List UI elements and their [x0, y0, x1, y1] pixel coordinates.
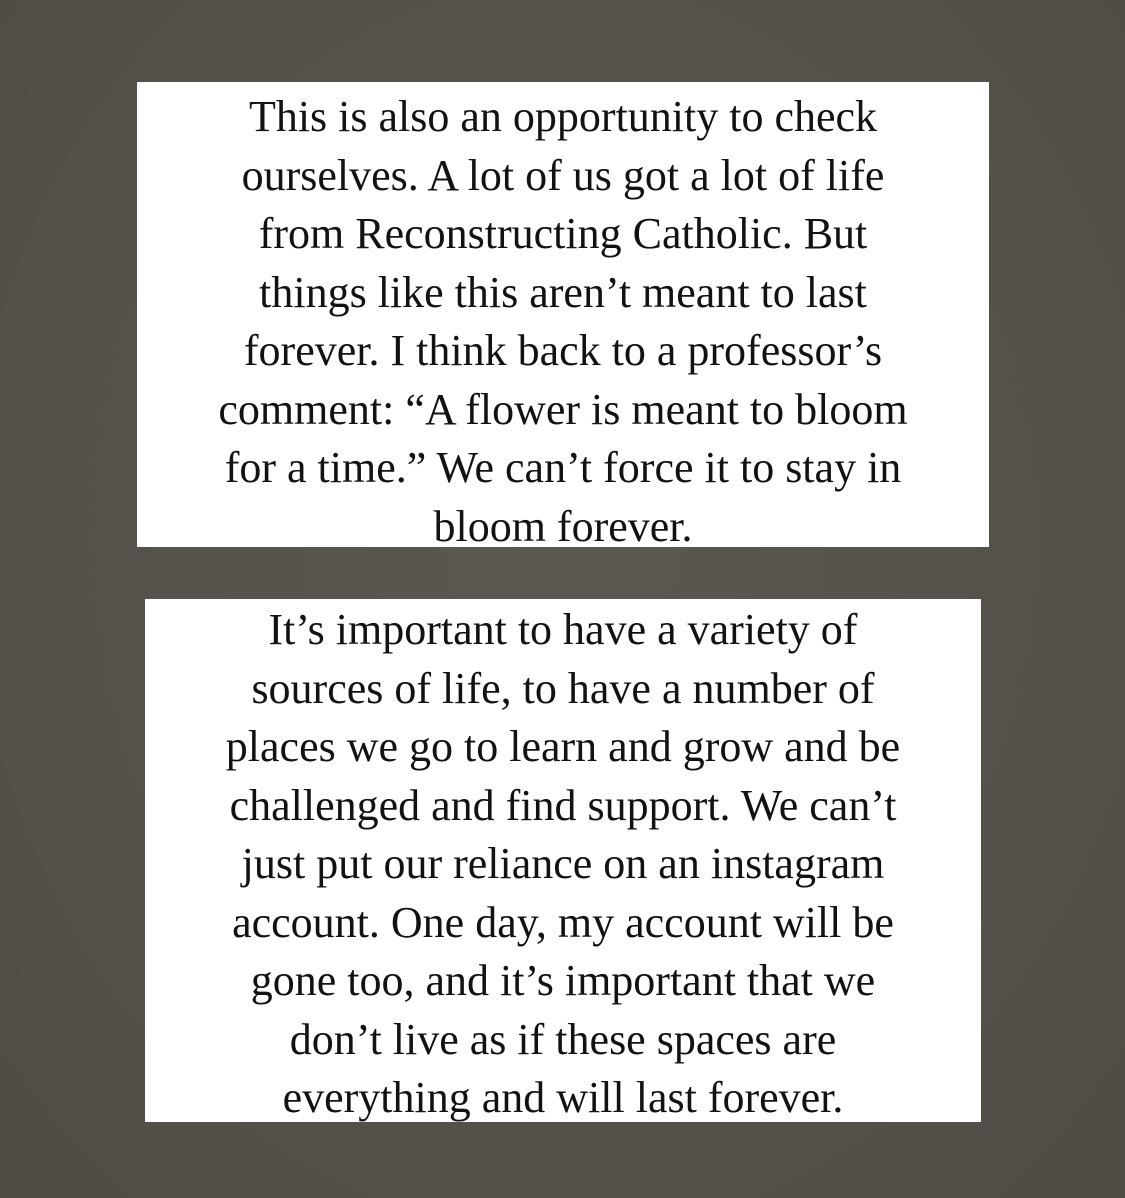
card-text-line: bloom forever. [433, 501, 693, 551]
card-text-line: account. One day, my account will be [232, 897, 894, 947]
card-text-line: forever. I think back to a professor’s [243, 326, 883, 375]
card-text-line: It’s important to have a variety of [268, 605, 858, 654]
card-text-line: places we go to learn and grow and be [225, 722, 901, 771]
card-text-line: things like this aren’t meant to last [259, 267, 867, 317]
card-text-line: don’t live as if these spaces are [289, 1014, 837, 1064]
card-text-line: comment: “A flower is meant to bloom [218, 384, 908, 434]
card-text-line: This is also an opportunity to check [248, 92, 878, 141]
card-text-line: from Reconstructing Catholic. But [258, 209, 868, 258]
text-card-opportunity [137, 82, 989, 551]
card-text-line: ourselves. A lot of us got a lot of life [241, 150, 885, 200]
card-text-line: gone too, and it’s important that we [250, 956, 876, 1005]
card-text-line: sources of life, to have a number of [251, 663, 875, 713]
text-card-sources-of-life [145, 599, 981, 1122]
card-text-line: just put our reliance on an instagram [241, 839, 885, 888]
card-text-line: everything and will last forever. [282, 1073, 844, 1122]
card-text-line: for a time.” We can’t force it to stay in [224, 443, 902, 492]
card-text-line: challenged and find support. We can’t [229, 780, 897, 830]
